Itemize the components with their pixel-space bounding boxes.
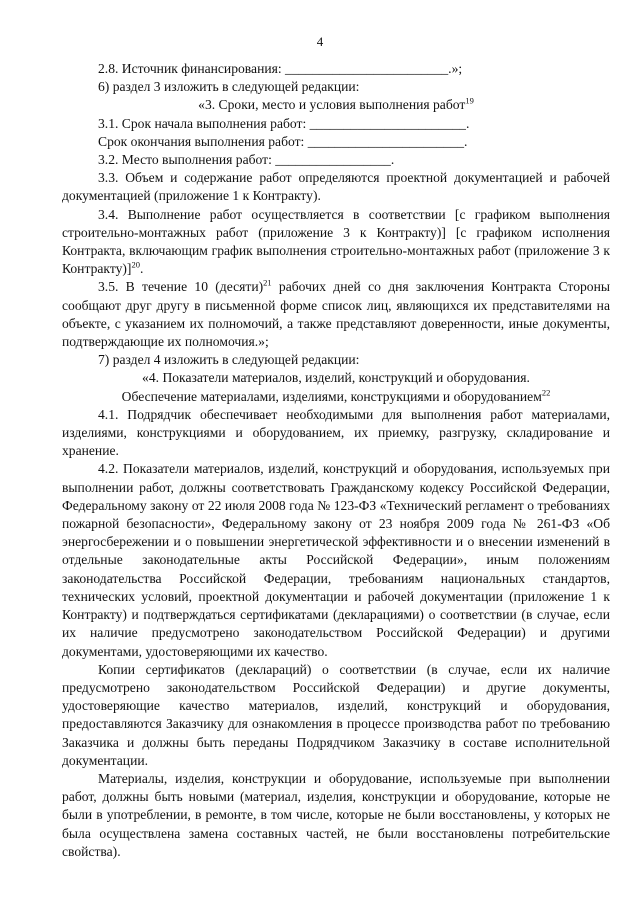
clause-2-8: 2.8. Источник финансирования: ________________________.»; [98,61,463,76]
amendment-7: 7) раздел 4 изложить в следующей редакции: [98,352,360,368]
footnote-ref-20: 20 [131,259,140,270]
footnote-ref-21: 21 [263,277,272,288]
footnote-ref-19: 19 [465,95,474,106]
clause-3-2: 3.2. Место выполнения работ: _________________. [98,152,395,168]
clause-4-2-new-materials: Материалы, изделия, конструкции и оборудование, используемые при выполнении работ, должны быть новыми (материал, изделия, конструкции и оборудование, которые не были в употреблении, в ремонте, в том числе, которые не были восстановлены, у которых не была осуществлена замена составных частей, не были восстановлены потребительские свойства). [62,770,610,859]
section-3-heading: «3. Сроки, место и условия выполнения работ$^{19}$ [198,95,474,113]
section-4-subheading: Обеспечение материалами, изделиями, конструкциями и оборудованием$^{22}$ [121,387,551,404]
clause-3-1-end: Срок окончания выполнения работ: _______________________. [98,133,468,149]
section-4-heading: «4. Показатели материалов, изделий, конструкций и оборудования. [142,370,530,386]
clause-3-1-start: 3.1. Срок начала выполнения работ: _______________________. [98,115,470,131]
clause-3-3: 3.3. Объем и содержание работ определяются проектной документацией и рабочей документацией (приложение 1 к Контракту). [62,170,610,204]
amendment-6: 6) раздел 3 изложить в следующей редакции: [98,79,360,95]
page-number: 4 [316,34,324,49]
clause-3-5: 3.5. В течение 10 (десяти)$^{21}$ рабочих дней со дня заключения Контракта Стороны сообщают друг другу в письменной форме список лиц, являющихся их представителями на объекте, с указанием их полномочий, а также представляют доверенности, иные документы, подтверждающие их полномочия.»; [62,277,610,350]
clause-3-4: 3.4. Выполнение работ осуществляется в соответствии [с графиком выполнения строительно-монтажных работ (приложение 3 к Контракту)] [с графиком исполнения Контракта, включающим график выполнения строительно-монтажных работ (приложение 3 к Контракту)]$^{20}$. [62,206,610,277]
clause-4-1: 4.1. Подрядчик обеспечивает необходимыми для выполнения работ материалами, изделиями, конструкциями и оборудованием, их приемку, разгрузку, складирование и хранение. [62,406,610,459]
footnote-ref-22: 22 [541,387,551,398]
clause-4-2-certificates: Копии сертификатов (деклараций) о соответствии (в случае, если их наличие предусмотрено законодательством Российской Федерации) и другие документы, удостоверяющие качество материалов, изделий, конструкций и оборудования, предоставляются Заказчику для ознакомления в процессе производства работ по требованию Заказчика и должны быть переданы Подрядчиком Заказчику в составе исполнительной документации. [62,661,610,768]
clause-4-2: 4.2. Показатели материалов, изделий, конструкций и оборудования, используемых при выполнении работ, должны соответствовать Гражданскому кодексу Российской Федерации, Федеральному закону от 22 июля 2008 года № 123-ФЗ «Технический регламент о требованиях пожарной безопасности», Федеральному закону от 23 ноября 2009 года № 261-ФЗ «Об энергосбережении и о повышении энергетической эффективности и о внесении изменений в отдельные законодательные акты Российской Федерации», иным положениям законодательства Российской Федерации, требованиям национальных стандартов, технических условий, проектной документации и рабочей документации (приложение 1 к Контракту) и подтверждаться сертификатами (декларациями) о соответствии (в случае, если их наличие предусмотрено законодательством Российской Федерации) и другими документами, удостоверяющими их качество. [62,461,610,659]
document-body [62,60,610,861]
